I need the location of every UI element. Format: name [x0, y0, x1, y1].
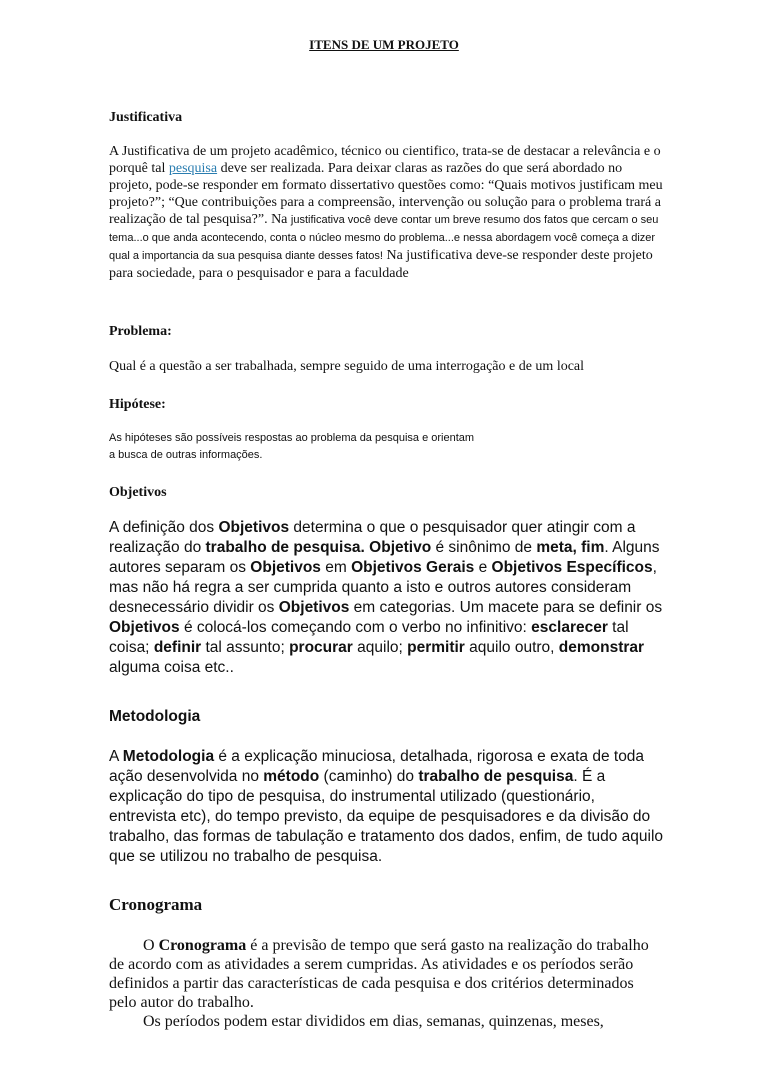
page-title: ITENS DE UM PROJETO	[309, 37, 459, 52]
problema-text: Qual é a questão a ser trabalhada, sempre seguido de uma interrogação e de um local	[109, 359, 585, 374]
heading-metodologia: Metodologia	[109, 708, 201, 725]
heading-cronograma: Cronograma	[109, 895, 203, 914]
hipotese-text: As hipóteses são possíveis respostas ao problema da pesquisa e orientam a busca de outras informações.	[109, 432, 475, 461]
heading-objetivos: Objetivos	[109, 485, 167, 500]
heading-problema: Problema:	[109, 324, 172, 339]
objetivos-text: A definição dos Objetivos determina o que o pesquisador quer atingir com a realização do trabalho de pesquisa. Objetivo é sinônimo de meta, fim. Alguns autores separam os Objetivos em Objetivos Gerais e Objetivos Específicos, mas não há regra a ser cumprida quanto a isto e outros autores consideram desnecessário dividir os Objetivos em categorias. Um macete para se definir os Objetivos é colocá-los começando com o verbo no infinitivo: esclarecer tal coisa; definir tal assunto; procurar aquilo; permitir aquilo outro, demonstrar alguma coisa etc..	[109, 519, 663, 676]
justificativa-text: A Justificativa de um projeto acadêmico, técnico ou cientifico, trata-se de destacar a relevância e o porquê tal pesquisa deve ser realizada. Para deixar claras as razões do que será abordado no projeto, pode-se responder em formato dissertativo questões como: “Quais motivos justificam meu projeto?”; “Que contribuições para a compreensão, intervenção ou solução para o problema trará a realização de tal pesquisa?”. Na justificativa você deve contar um breve resumo dos fatos que cercam o seu tema...o que anda acontecendo, conta o núcleo mesmo do problema...e nessa abordagem você começa a dizer qual a importancia da sua pesquisa diante desses fatos! Na justificativa deve-se responder deste projeto para sociedade, para o pesquisador e para a faculdade	[109, 144, 663, 281]
pesquisa-link[interactable]: pesquisa	[168, 161, 218, 176]
metodologia-text: A Metodologia é a explicação minuciosa, detalhada, rigorosa e exata de toda ação desenvolvida no método (caminho) do trabalho de pesquisa. É a explicação do tipo de pesquisa, do instrumental utilizado (questionário, entrevista etc), do tempo previsto, da equipe de pesquisadores e da divisão do trabalho, das formas de tabulação e tratamento dos dados, enfim, de tudo aquilo que se utilizou no trabalho de pesquisa.	[109, 748, 664, 865]
heading-hipotese: Hipótese:	[109, 397, 166, 412]
justificativa-small-text: justificativa você deve contar um breve resumo dos fatos que cercam o seu tema...o que anda acontecendo, conta o núcleo mesmo do problema...e nessa abordagem você começa a dizer qual a importancia da sua pesquisa diante desses fatos!	[109, 214, 659, 262]
heading-justificativa: Justificativa	[109, 110, 183, 125]
cronograma-text: O Cronograma é a previsão de tempo que será gasto na realização do trabalho de acordo com as atividades a serem cumpridas. As atividades e os períodos serão definidos a partir das características de cada pesquisa e dos critérios determinados pelo autor do trabalho. Os períodos podem estar divididos em dias, semanas, quinzenas, meses,	[109, 937, 649, 1030]
